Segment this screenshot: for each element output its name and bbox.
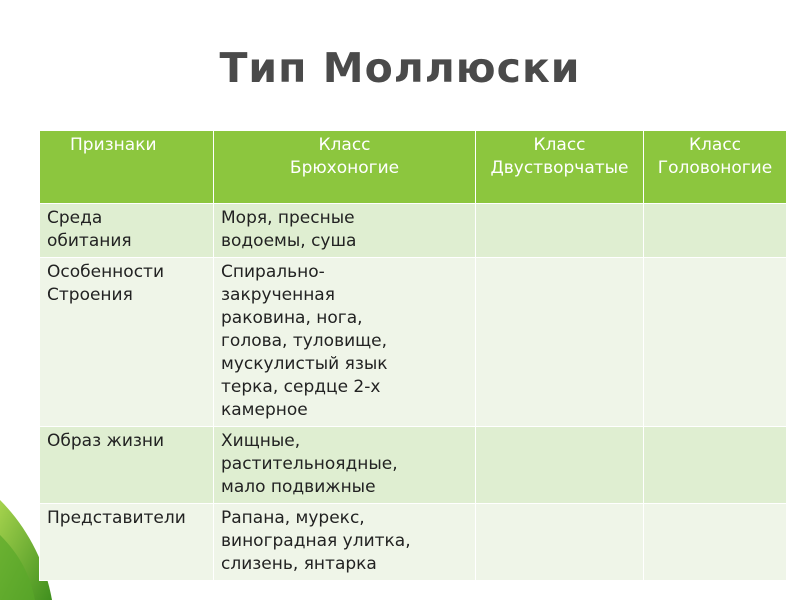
page-title: Тип Моллюски [219, 44, 581, 92]
bivalves-cell [476, 258, 644, 427]
gastropods-value: Спирально- закрученная раковина, нога, голова, туловище, мускулистый язык терка, сердце 2-х камерное [221, 262, 388, 420]
feature-label: Образ жизни [47, 431, 165, 451]
cephalopods-cell [644, 427, 787, 504]
feature-cell [40, 504, 214, 581]
header-label: Класс Двустворчатые [490, 135, 629, 178]
table-row [40, 204, 787, 258]
gastropods-value: Рапана, мурекс, виноградная улитка, слизень, янтарка [221, 508, 411, 574]
gastropods-value: Моря, пресные водоемы, суша [221, 208, 357, 251]
feature-cell [40, 427, 214, 504]
gastropods-value: Хищные, растительноядные, мало подвижные [221, 431, 398, 497]
header-cell-features [40, 131, 214, 204]
feature-label: Особенности Строения [47, 262, 164, 305]
gastropods-cell [214, 427, 476, 504]
table-row [40, 258, 787, 427]
header-cell-gastropods [214, 131, 476, 204]
cephalopods-cell [644, 204, 787, 258]
header-label: Признаки [70, 135, 157, 155]
gastropods-cell [214, 258, 476, 427]
feature-label: Среда обитания [47, 208, 132, 251]
table-row [40, 427, 787, 504]
feature-cell [40, 258, 214, 427]
feature-label: Представители [47, 508, 186, 528]
feature-cell [40, 204, 214, 258]
header-cell-cephalopods [644, 131, 787, 204]
bivalves-cell [476, 427, 644, 504]
table-row [40, 504, 787, 581]
cephalopods-cell [644, 504, 787, 581]
header-label: Класс Брюхоногие [289, 135, 400, 178]
cephalopods-cell [644, 258, 787, 427]
bivalves-cell [476, 504, 644, 581]
gastropods-cell [214, 204, 476, 258]
table-header-row [40, 131, 787, 204]
mollusk-class-table [39, 130, 787, 581]
bivalves-cell [476, 204, 644, 258]
gastropods-cell [214, 504, 476, 581]
header-cell-bivalves [476, 131, 644, 204]
header-label: Класс Головоногие [657, 135, 773, 178]
